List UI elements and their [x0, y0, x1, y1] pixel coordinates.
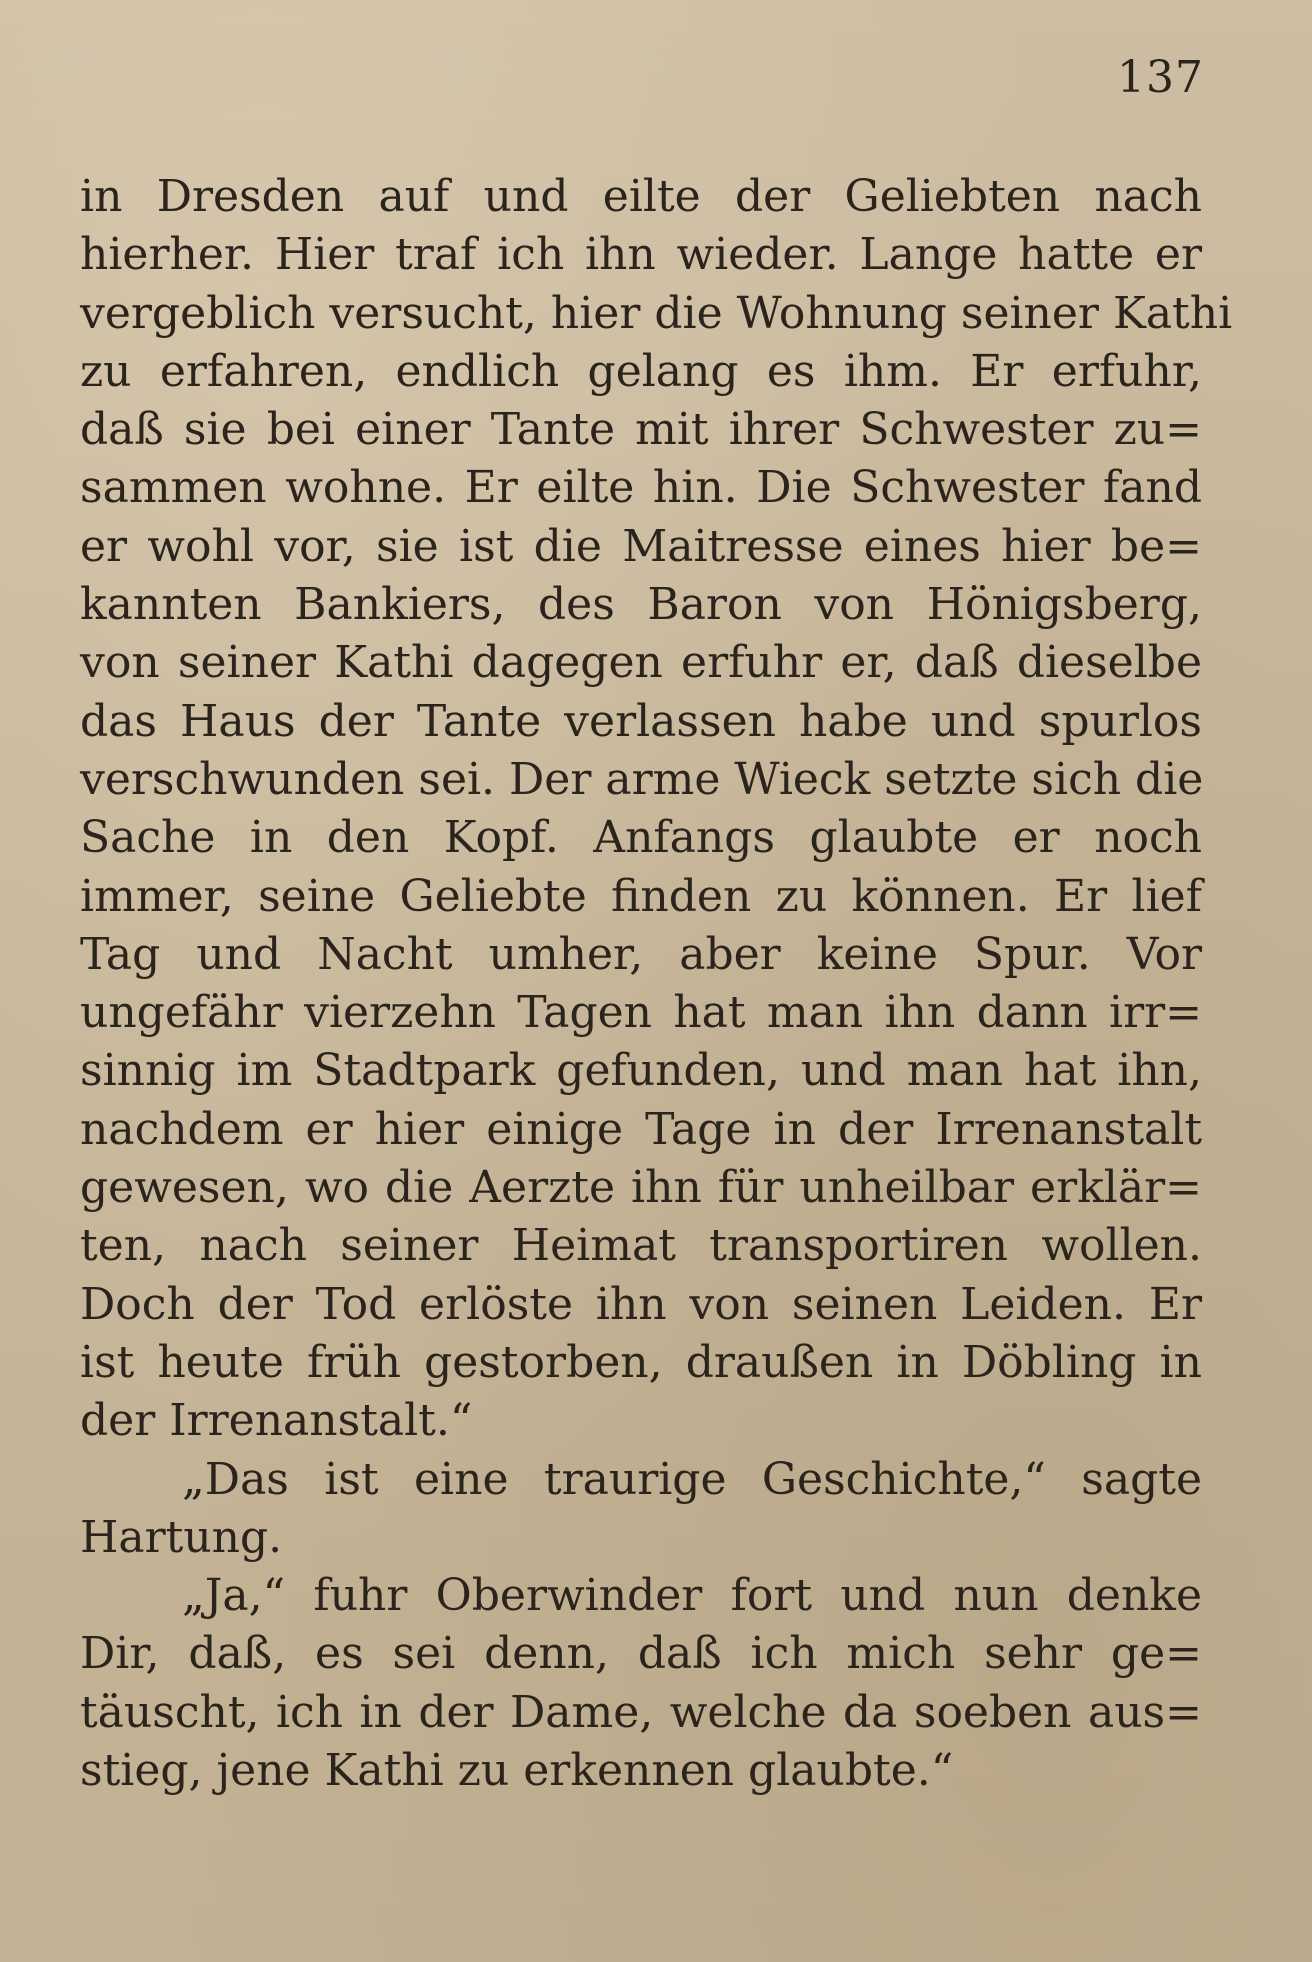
text-line: Doch der Tod erlöste ihn von seinen Leiden. Er [80, 1278, 1202, 1330]
text-line: nachdem er hier einige Tage in der Irrenanstalt [80, 1103, 1202, 1155]
text-line: zu erfahren, endlich gelang es ihm. Er erfuhr, [80, 345, 1202, 397]
text-line: daß sie bei einer Tante mit ihrer Schwester zu= [80, 404, 1202, 456]
text-line: Dir, daß, es sei denn, daß ich mich sehr ge= [80, 1628, 1202, 1680]
text-line: hierher. Hier traf ich ihn wieder. Lange hatte er [80, 229, 1202, 281]
text-line: Tag und Nacht umher, aber keine Spur. Vor [80, 928, 1202, 980]
text-line: in Dresden auf und eilte der Geliebten nach [80, 171, 1202, 222]
text-line: ist heute früh gestorben, draußen in Döbling in [80, 1336, 1202, 1388]
text-line: der Irrenanstalt.“ [80, 1395, 473, 1447]
page-number: 137 [1117, 52, 1204, 103]
text-line: von seiner Kathi dagegen erfuhr er, daß dieselbe [80, 637, 1202, 689]
text-line: sinnig im Stadtpark gefunden, und man hat ihn, [80, 1045, 1202, 1097]
text-line: das Haus der Tante verlassen habe und spurlos [80, 695, 1202, 747]
text-line: vergeblich versucht, hier die Wohnung seiner Kathi [80, 287, 1233, 339]
text-line: sammen wohne. Er eilte hin. Die Schwester fand [80, 462, 1202, 514]
text-line: „Das ist eine traurige Geschichte,“ sagte [182, 1453, 1202, 1505]
text-line: täuscht, ich in der Dame, welche da soeben aus= [80, 1686, 1202, 1738]
body-text [80, 168, 1233, 1800]
text-line: Hartung. [80, 1511, 283, 1563]
text-line: immer, seine Geliebte finden zu können. Er lief [80, 870, 1202, 922]
text-line: kannten Bankiers, des Baron von Hönigsberg, [80, 579, 1202, 631]
text-line: verschwunden sei. Der arme Wieck setzte sich die [80, 753, 1204, 805]
text-line: er wohl vor, sie ist die Maitresse eines hier be= [80, 520, 1202, 572]
text-line: „Ja,“ fuhr Oberwinder fort und nun denke [182, 1570, 1202, 1622]
text-line: gewesen, wo die Aerzte ihn für unheilbar erklär= [80, 1162, 1202, 1214]
text-line: stieg, jene Kathi zu erkennen glaubte.“ [80, 1745, 954, 1797]
text-line: ten, nach seiner Heimat transportiren wollen. [80, 1220, 1202, 1272]
text-line: ungefähr vierzehn Tagen hat man ihn dann irr= [80, 987, 1202, 1039]
text-line: Sache in den Kopf. Anfangs glaubte er noch [80, 812, 1202, 864]
